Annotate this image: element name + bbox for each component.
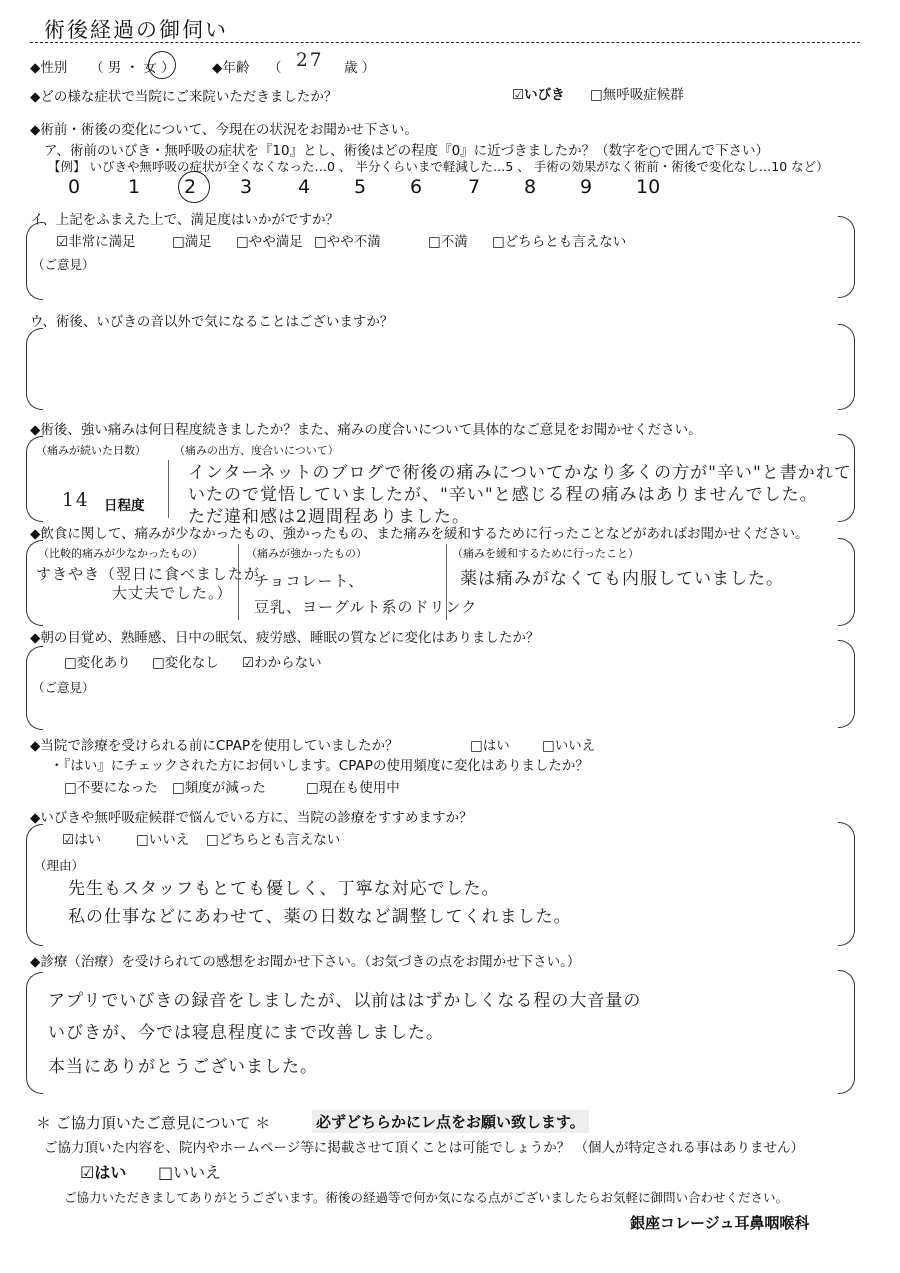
sleep-checkbox[interactable]: □変化なし <box>152 655 219 671</box>
satisfaction-bracket-right <box>838 216 855 298</box>
severity-scale-number[interactable]: 8 <box>524 176 537 198</box>
satisfaction-checkbox[interactable]: □不満 <box>428 234 468 250</box>
satisfaction-comment-label: （ご意見） <box>32 257 95 272</box>
recommend-bracket-left <box>26 824 43 946</box>
scale-selected-circle <box>178 171 210 203</box>
recommend-reason-line[interactable]: 先生もスタッフもとても優しく、丁寧な対応でした。 <box>68 879 500 899</box>
food-less-line[interactable]: すきやき（翌日に食べましたが <box>36 565 261 583</box>
pain-divider <box>168 460 169 518</box>
title-divider <box>30 42 860 43</box>
symptom-snoring-checkbox[interactable]: ☑いびき <box>512 87 565 103</box>
age-open: （ <box>268 60 282 76</box>
recommend-bracket-right <box>838 822 855 946</box>
gender-selected-circle <box>148 51 176 79</box>
consent-no-checkbox[interactable]: □いいえ <box>158 1163 222 1182</box>
other-concern-bracket-left <box>26 328 43 410</box>
recommend-reason-line[interactable]: 私の仕事などにあわせて、薬の日数など調整してくれました。 <box>68 907 572 927</box>
recommend-checkbox[interactable]: □どちらとも言えない <box>206 832 341 848</box>
age-value[interactable]: 27 <box>296 50 324 71</box>
impression-line[interactable]: いびきが、今では寝息程度にまで改善しました。 <box>48 1023 444 1043</box>
gender-label: ◆性別 <box>30 60 68 76</box>
cpap-question: ◆当院で診療を受けられる前にCPAPを使用していましたか？ <box>30 738 399 754</box>
page-title: 術後経過の御伺い <box>44 18 228 42</box>
severity-scale-number[interactable]: 7 <box>468 176 481 198</box>
cpap-followup-checkbox[interactable]: □頻度が減った <box>172 780 266 796</box>
sleep-checkbox[interactable]: ☑わからない <box>242 655 322 671</box>
consent-yes-checkbox[interactable]: ☑はい <box>80 1163 127 1182</box>
pain-detail-line[interactable]: インターネットのブログで術後の痛みについてかなり多くの方が"辛い"と書かれて <box>188 463 852 483</box>
impression-bracket-right <box>838 970 855 1094</box>
pain-detail-line[interactable]: ただ違和感は2週間程ありました。 <box>188 507 470 527</box>
satisfaction-checkbox[interactable]: □満足 <box>172 234 212 250</box>
severity-scale-number[interactable]: 2 <box>184 176 197 198</box>
pain-days-unit: 日程度 <box>104 498 145 514</box>
symptom-question: ◆どの様な症状で当院にご来院いただきましたか？ <box>30 89 338 105</box>
impression-line[interactable]: アプリでいびきの録音をしましたが、以前ははずかしくなる程の大音量の <box>48 991 642 1011</box>
sleep-checkbox[interactable]: □変化あり <box>64 655 131 671</box>
satisfaction-question: イ、上記をふまえた上で、満足度はいかがですか？ <box>30 212 340 228</box>
change-question: ◆術前・術後の変化について、今現在の状況をお聞かせ下さい。 <box>30 122 418 138</box>
pain-detail-line[interactable]: いたので覚悟していましたが、"辛い"と感じる程の痛みはありませんでした。 <box>188 485 818 505</box>
other-concern-bracket-right <box>838 324 855 410</box>
consent-heading-right: 必ずどちらかにレ点をお願い致します。 <box>312 1110 589 1133</box>
severity-scale-number[interactable]: 6 <box>410 176 423 198</box>
change-question-a: ア、術前のいびき・無呼吸の症状を『10』とし、術後はどの程度『0』に近づきましたか？（数字を○で囲んで下さい） <box>44 143 769 159</box>
food-bracket-right <box>838 538 855 626</box>
pain-question: ◆術後、強い痛みは何日程度続きましたか？また、痛みの度合いについて具体的なご意見をお聞かせください。 <box>30 422 702 438</box>
gender-options: （ 男 ・ 女 ） <box>90 60 175 76</box>
food-strong-line[interactable]: 豆乳、ヨーグルト系のドリンク <box>254 598 478 616</box>
recommend-reason-label: （理由） <box>34 858 85 873</box>
change-example: 【例】 いびきや無呼吸の症状が全くなくなった…0 、 半分くらいまで軽減した…5 、 手術の効果がなく術前・術後で変化なし…10 など） <box>48 159 829 174</box>
severity-scale-number[interactable]: 5 <box>354 176 367 198</box>
cpap-followup-question: ・『はい』にチェックされた方にお伺いします。CPAPの使用頻度に変化はありましたか？ <box>50 758 589 774</box>
age-close: 歳 ） <box>344 60 376 76</box>
food-divider-1 <box>238 544 239 620</box>
symptom-apnea-checkbox[interactable]: □無呼吸症候群 <box>590 87 684 103</box>
food-less-line[interactable]: 大丈夫でした。） <box>112 584 233 602</box>
pain-days-value[interactable]: 14 <box>62 490 90 511</box>
satisfaction-bracket-left <box>26 222 43 300</box>
food-strong-label: （痛みが強かったもの） <box>246 547 367 560</box>
age-label: ◆年齢 <box>212 60 250 76</box>
recommend-checkbox[interactable]: □いいえ <box>136 832 190 848</box>
food-question: ◆飲食に関して、痛みが少なかったもの、強かったもの、また痛みを緩和するために行ったことなどがあればお聞かせください。 <box>30 526 809 542</box>
severity-scale-number[interactable]: 10 <box>636 176 661 198</box>
food-relief-label: （痛みを緩和するために行ったこと） <box>452 547 639 560</box>
food-divider-2 <box>446 544 447 620</box>
sleep-question: ◆朝の目覚め、熟睡感、日中の眠気、疲労感、睡眠の質などに変化はありましたか？ <box>30 630 540 646</box>
recommend-question: ◆いびきや無呼吸症候群で悩んでいる方に、当院の診療をすすめますか？ <box>30 810 473 826</box>
food-relief-line[interactable]: 薬は痛みがなくても内服していました。 <box>460 569 784 589</box>
severity-scale-number[interactable]: 1 <box>128 176 141 198</box>
food-less-label: （比較的痛みが少なかったもの） <box>38 547 203 560</box>
satisfaction-checkbox[interactable]: □やや満足 <box>236 234 303 250</box>
sleep-bracket-right <box>838 640 855 728</box>
satisfaction-checkbox[interactable]: ☑非常に満足 <box>56 234 136 250</box>
food-strong-line[interactable]: チョコレート、 <box>254 572 365 590</box>
recommend-checkbox[interactable]: ☑はい <box>62 832 102 848</box>
cpap-yes-checkbox[interactable]: □はい <box>470 738 510 754</box>
satisfaction-checkbox[interactable]: □どちらとも言えない <box>492 234 627 250</box>
impression-bracket-left <box>26 972 43 1094</box>
impression-question: ◆診療（治療）を受けられての感想をお聞かせ下さい。（お気づきの点をお聞かせ下さい。） <box>30 954 581 970</box>
sleep-comment-label: （ご意見） <box>32 680 95 695</box>
severity-scale-number[interactable]: 0 <box>68 176 81 198</box>
consent-question: ご協力頂いた内容を、院内やホームページ等に掲載させて頂くことは可能でしょうか？ （個人が特定される事はありません） <box>44 1140 805 1156</box>
consent-heading-left: ＊ ご協力頂いたご意見について ＊ <box>36 1114 271 1132</box>
consent-thanks: ご協力いただきましてありがとうございます。術後の経過等で何か気になる点がございましたらお気軽に御問い合わせください。 <box>64 1190 789 1205</box>
severity-scale-number[interactable]: 3 <box>240 176 253 198</box>
clinic-name: 銀座コレージュ耳鼻咽喉科 <box>630 1214 810 1232</box>
pain-detail-label: （痛みの出方、度合いについて） <box>174 444 339 457</box>
severity-scale-number[interactable]: 9 <box>580 176 593 198</box>
severity-scale-number[interactable]: 4 <box>298 176 311 198</box>
cpap-followup-checkbox[interactable]: □不要になった <box>64 780 158 796</box>
cpap-no-checkbox[interactable]: □いいえ <box>542 738 596 754</box>
impression-line[interactable]: 本当にありがとうございました。 <box>48 1057 318 1077</box>
other-concern-question: ウ、術後、いびきの音以外で気になることはございますか？ <box>30 314 394 330</box>
satisfaction-checkbox[interactable]: □やや不満 <box>314 234 381 250</box>
pain-days-label: （痛みが続いた日数） <box>36 444 146 457</box>
cpap-followup-checkbox[interactable]: □現在も使用中 <box>306 780 400 796</box>
